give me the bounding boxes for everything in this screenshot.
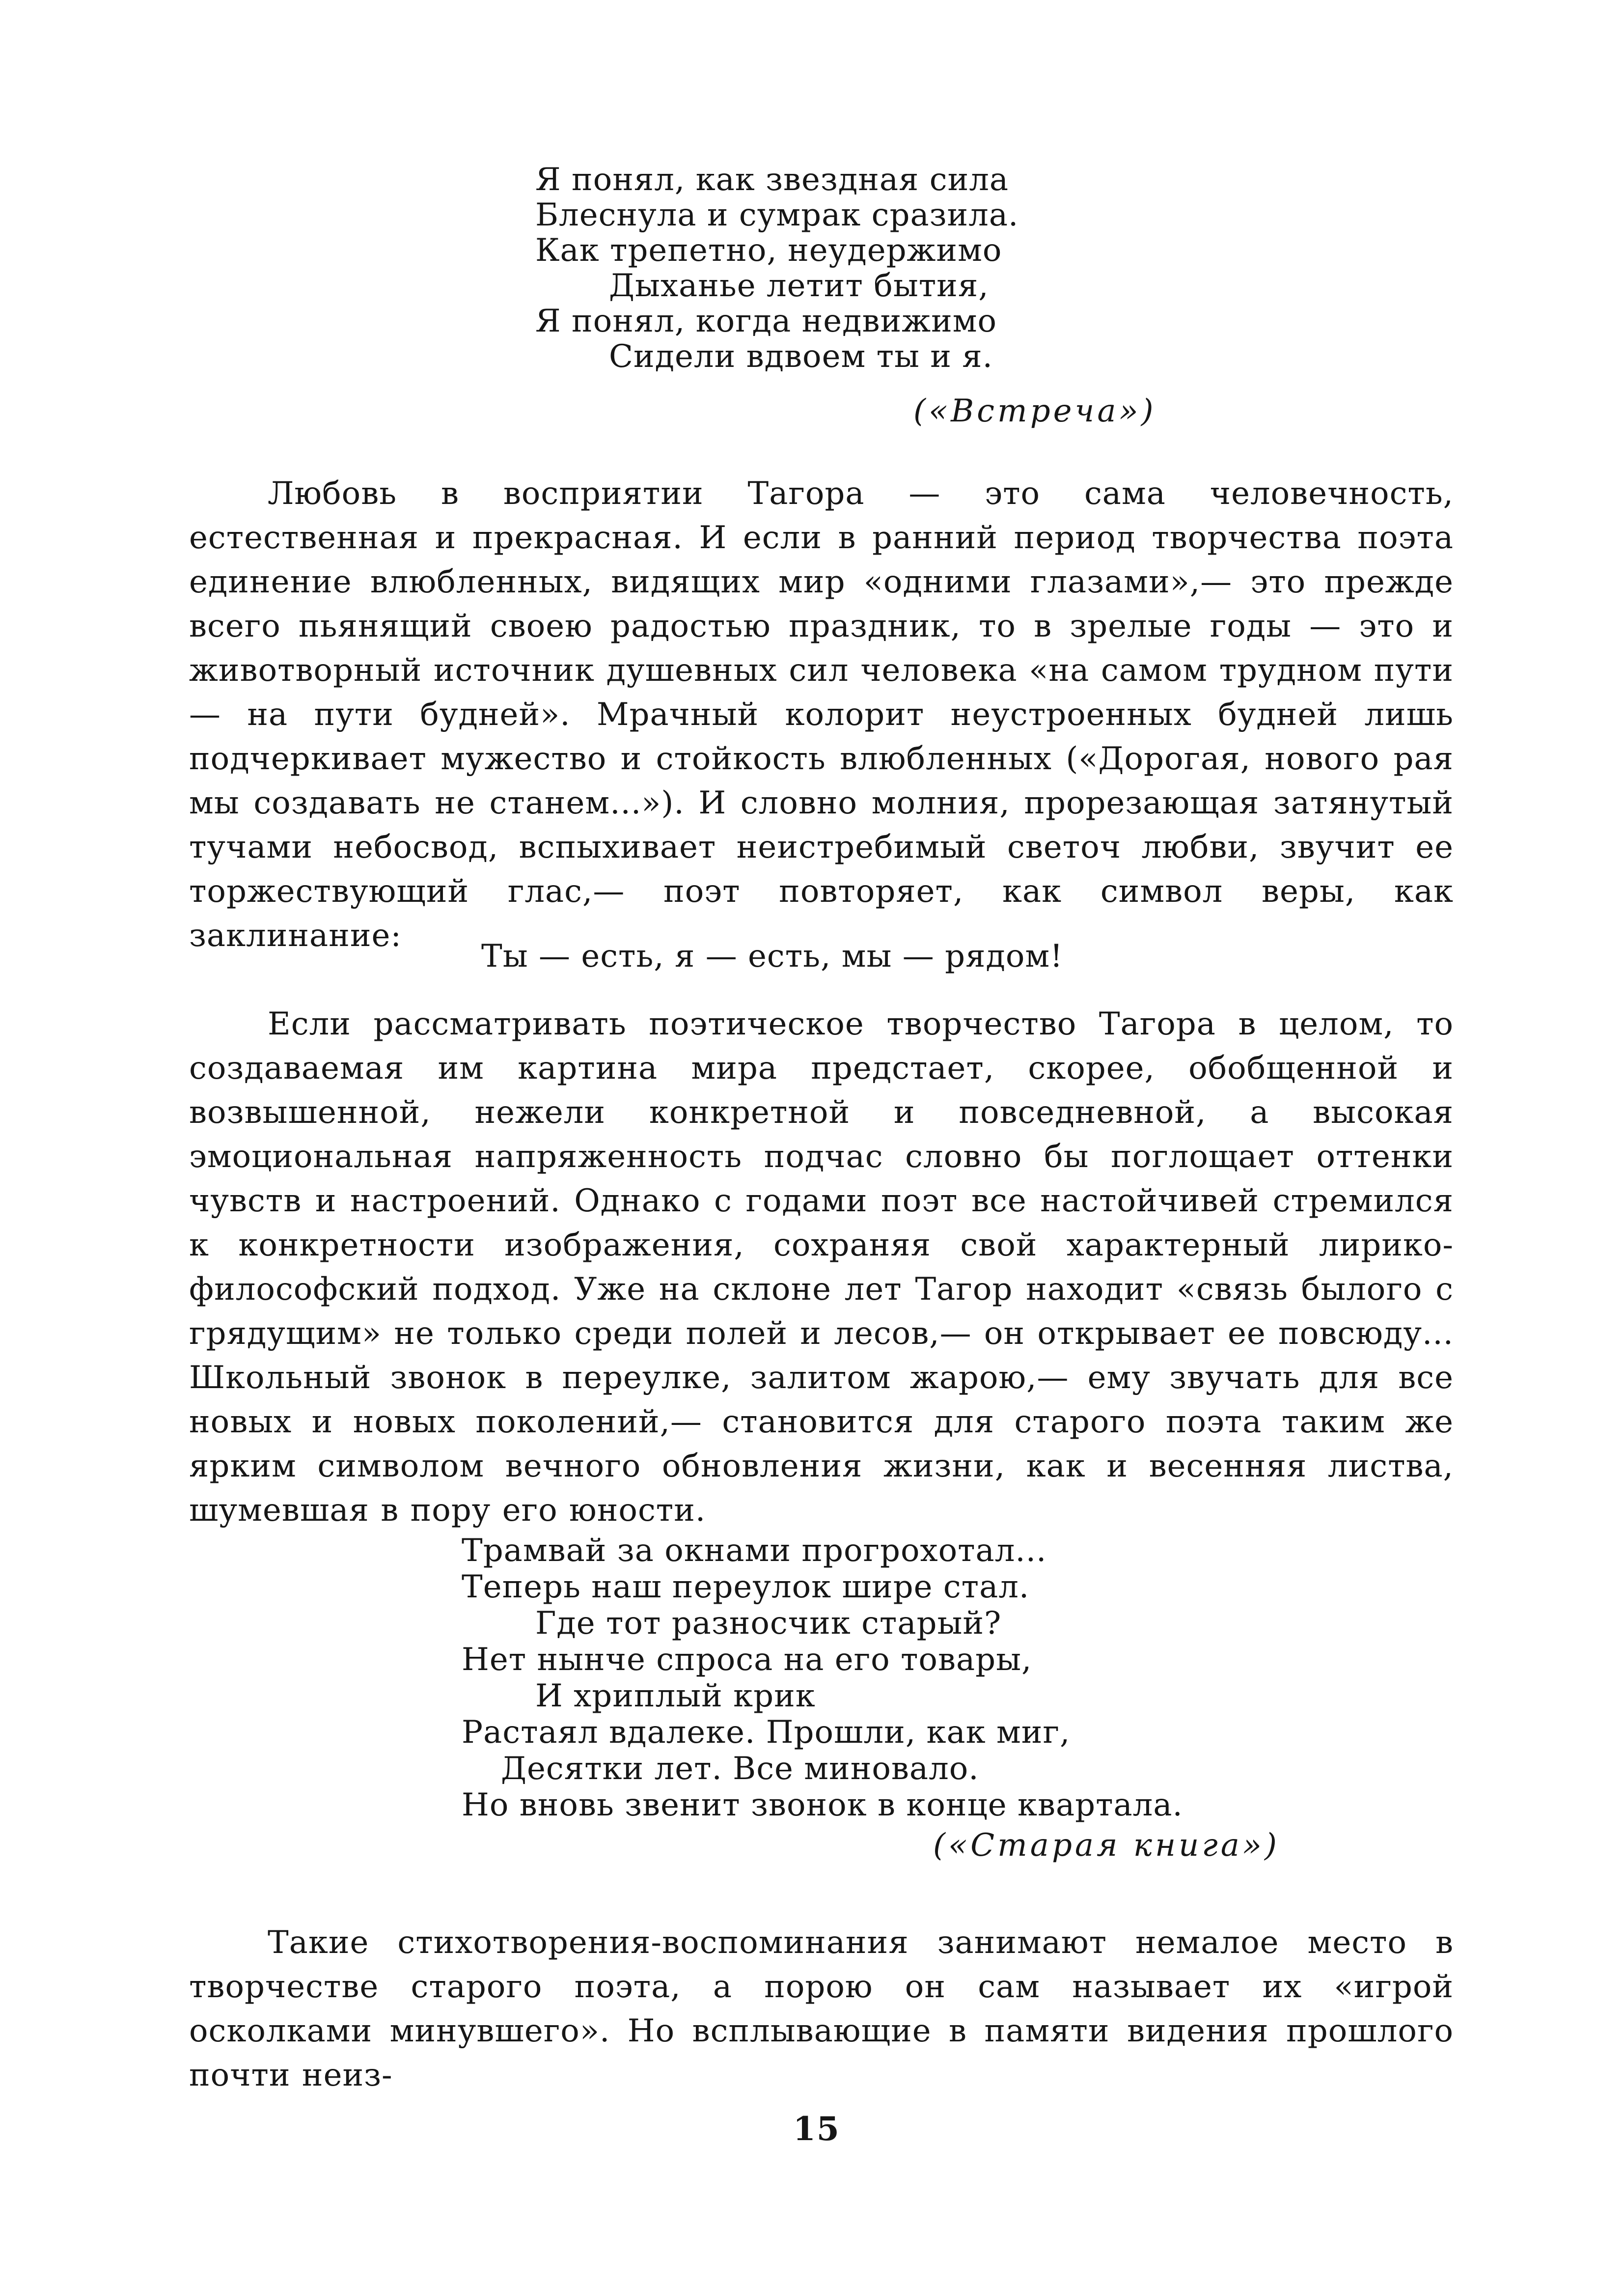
poem-line: Десятки лет. Все миновало.	[501, 1751, 979, 1787]
poem-line: Сидели вдвоем ты и я.	[609, 338, 993, 375]
page-number: 15	[793, 2110, 840, 2148]
paragraph: Такие стихотворения-воспоминания занимают немалое место в творчестве старого поэта, а порою он сам называет их «игрой осколками минувшего». Но всплывающие в памяти видения прошлого почти неиз-	[189, 1924, 1454, 2093]
poem-citation: («Старая книга»)	[933, 1827, 1280, 1864]
poem-line: Я понял, как звездная сила	[535, 162, 1009, 198]
poem-line: Дыханье летит бытия,	[609, 268, 989, 304]
poem-line: Теперь наш переулок шире стал.	[462, 1569, 1030, 1605]
quote-line: Ты — есть, я — есть, мы — рядом!	[481, 938, 1063, 975]
poem-line: Но вновь звенит звонок в конце квартала.	[462, 1787, 1183, 1823]
poem-line: Как трепетно, неудержимо	[535, 232, 1002, 269]
paragraph: Любовь в восприятии Тагора — это сама человечность, естественная и прекрасная. И если в ранний период творчества поэта единение влюбленных, видящих мир «одними глазами»,— это прежде всего пьянящий своею радостью праздник, то в зрелые годы — это и животворный источник душевных сил человека «на самом трудном пути — на пути будней». Мрачный колорит неустроенных будней лишь подчеркивает мужество и стойкость влюбленных («Дорогая, нового рая мы создавать не станем...»). И словно молния, прорезающая затянутый тучами небосвод, вспыхивает неистребимый светоч любви, звучит ее торжествующий глас,— поэт повторяет, как символ веры, как заклинание:	[189, 475, 1454, 954]
poem-vstrecha	[535, 162, 1174, 374]
poem-line: Я понял, когда недвижимо	[535, 303, 997, 339]
poem-line: Трамвай за окнами прогрохотал...	[462, 1533, 1047, 1569]
poem-line: Растаял вдалеке. Прошли, как миг,	[462, 1714, 1071, 1751]
poem-line: Нет нынче спроса на его товары,	[462, 1642, 1032, 1678]
poem-citation: («Встреча»)	[913, 393, 1156, 429]
poem-line: Блеснула и сумрак сразила.	[535, 197, 1019, 233]
poem-staraya-kniga	[462, 1533, 1296, 1823]
poem-line: И хриплый крик	[535, 1678, 816, 1714]
paragraph: Если рассматривать поэтическое творчество Тагора в целом, то создаваемая им картина мира предстает, скорее, обобщенной и возвышенной, нежели конкретной и повседневной, а высокая эмоциональная напряженность подчас словно бы поглощает оттенки чувств и настроений. Однако с годами поэт все настойчивей стремился к конкретности изображения, сохраняя свой характерный лирико-философский подход. Уже на склоне лет Тагор находит «связь былого с грядущим» не только среди полей и лесов,— он открывает ее повсюду... Школьный звонок в переулке, залитом жарою,— ему звучать для все новых и новых поколений,— становится для старого поэта таким же ярким символом вечного обновления жизни, как и весенняя листва, шумевшая в пору его юности.	[189, 1006, 1454, 1529]
poem-line: Где тот разносчик старый?	[535, 1605, 1002, 1642]
